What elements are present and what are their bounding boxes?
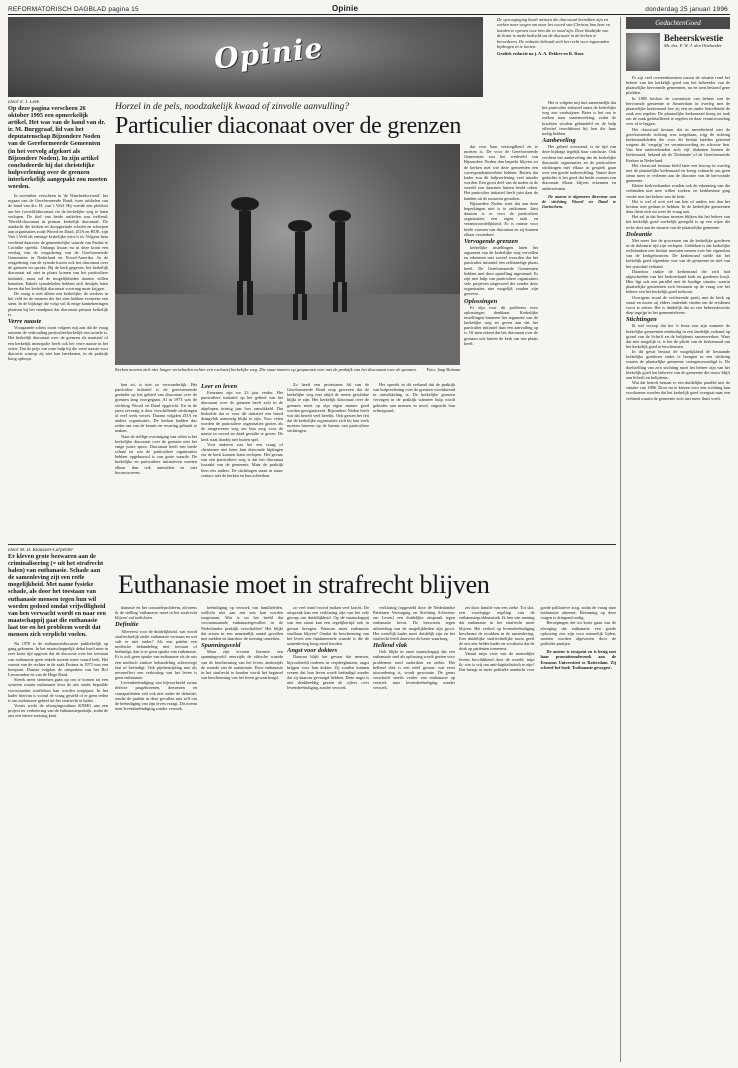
article1-paragraph: Voorgaande schets toont volgens mij aan dat de vraag omtrent de verhouding particulier/kerkelijk een actuele is. Het kerkelijk diaconaat over de grenzen als maatstaf of een kerkelijk monopolie heeft ook het verre naaste in het vizier. Dat de prijs van onze hulp bij die verre naaste voor diaconie waarop zij niet kan berekenen, in de praktijk hoog oploopt. (8, 325, 108, 361)
article2-paragraph: Beroepingen die tot korte gaan van de afweging dat euthanasie een goede oplossing zou zijn voor menselijk lijden, moeten worden afgewezen door de politieke partijen. (540, 620, 616, 647)
article1-paragraph: Het geheel overziend, is de tijd van deze bijdrage tegelijk haar conclusie. Ook verdient het aanbeveling dat de kerkelijke diaconale organisaties en de particuliere stichtingen met elkaar in gesprek gaan over een goede taakverdeling. Vanuit deze gedachte is het goed dat beide vormen van diaconaat elkaar blijven erkennen en ondersteunen. (542, 144, 616, 191)
article1-paragraph: Het spreekt in dit verband dat de praktijk van hulpverlening over de grenzen voortdurend in ontwikkeling is. De kerkelijke grenzen vervagen in de praktijk wanneer hulp wordt geboden aan mensen in nood, ongeacht hun achtergrond. (373, 382, 455, 413)
article2-title: Euthanasie moet in strafrecht blijven (118, 570, 490, 599)
article2-subheading: Angst voor dokters (287, 647, 338, 655)
article2-paragraph: Daarom blijft het gevaar dat mensen, bijvoorbeeld ouderen in verpleeghuizen, angst krijgen voor hun dokter. Zij zouden kunnen vrezen dat hun leven wordt beëindigd zonder dat zij daarom gevraagd hebben. Deze angst is niet denkbeeldig gezien de cijfers over levensbeëindiging zonder verzoek. (287, 654, 369, 691)
masthead-logo: Opinie (212, 31, 325, 76)
article1-subheading: Aanbeveling (542, 137, 576, 145)
article2-paragraph: zo veel wind vooraf maken veel kracht. De uitspraak kan een verklaring zijn van het vele geroep om duidelijkheid. Op de maatschappij van een straat kan een tegelijkertijd ook in gevaar brengen. Waarom moet euthanasie strafbaar blijven? Omdat de bescherming van het leven een fundamentele waarde is die de samenleving hoog moet houden. (287, 605, 369, 647)
sidebar-paragraph: Overigens stond de verliezende partij met de kerk op straat en moest zij elders onderdak vinden om de eredienst voort te zetten. Het is duidelijk dat zo een beheerskwestie diep ingrijpt in het gemeenteleven. (626, 294, 730, 316)
caption-box-text: De opvoeginging kwalt mensen die diaconaal betrokken zijn en zoeken naar wegen om naar het woord van Christus hun hart en handen te openen voor hen die in nood zijn. Deze bladzijde van de krant is mede bedoeld om de discussie in de kerken te bevorderen. De redactie behoudt zich het recht voor ingezonden bijdragen in te korten. (497, 17, 610, 50)
article2-paragraph: Voorts werkt de afwegingscultuur KNMG aan een project ter verbetering van de euthanasiepraktijk, zodat de arts een betere toetsing kent. (8, 703, 108, 719)
article2-paragraph: beëindiging op verzoek van familieleden, wellicht niet aan een arts kan worden toegestaan. Wat is nu het beeld dat vooraanstaande euthanasiegevallen in de Nederlandse praktijk verschaffen? Het blijkt dat artsen in een aanzienlijk aantal gevallen niet melden en daardoor de toetsing omzeilen. (201, 605, 283, 641)
article1-author: Door ir. J. Leek (8, 100, 40, 105)
sidebar-divider (620, 17, 621, 1062)
sidebar-byline: Mr. drs. F. W. J. den Ottelander (664, 43, 722, 48)
caption-box (497, 17, 611, 57)
header-date: donderdag 25 januari 1996 (645, 6, 728, 13)
article2-lead: Er kleven grote bezwaren aan de criminalisering (= uit het strafrecht halen) van euthanasie. Schade aan de samenleving zijt een reële mogelijkheid. Met name fysieke schade, als door het toestaan van euthanasie mensen tegen hun wil worden gedood omdat vrijwilligheid van hen verwacht wordt en naar een maatschappij gaat die euthanasie laat toe en het probleem wordt dat mensen zich verplicht voelen. (8, 553, 106, 639)
sidebar-title: Beheerskwestie (664, 33, 723, 43)
article2-paragraph: Vanuit mijn visie van de menselijke levens beschikkend door de wereld, mijn ik: wie is vrij om anti-kapitalistisch te zijn? Dat brengt in meer politieke aandacht voor goede palliatieve zorg, zodat de vraag naar euthanasie afneemt. Bezinning op deze vragen is dringend nodig. (459, 605, 616, 672)
article2-paragraph: verklaring (opgesteld door de Nederlandse Patiënten Vereniging en Stichting Schreeuw om Leven) een duidelijke uitspraak tegen euthanasie bevat. De bezwaren tegen uitbreiding van de mogelijkheden zijn groot. Het wettelijk kader moet duidelijk zijn en het strafrecht biedt daarvoor de beste waarborg. (373, 605, 455, 641)
sidebar-paragraph: Er zijt veel overeenkomsten tussen de situatie rond het beheer van het kerkelijk goed van het beheerder van de plaatselijke hervormde gemeenten, nu en toen bestond gene pfedden. (626, 75, 730, 96)
article2-paragraph: Nu 1970 is de euthanasiediscussie publiekelijk op gang gekomen. In het maatschappelijk debat heeft men in zeer korte tijd opgevat dat de discussie over het toestaan van euthanasie geen enkele moeite meer waard leek. Het vonnis van de rechter in de zaak Postma in 1973 was een keerpunt. Daarna volgden de uitspraken van het Hof Leeuwarden en van de Hoge Raad. (8, 641, 108, 678)
article1-paragraph: dat voor haar verzorgdheid zit te moeten is. De voor de Gereformeerde Gemeenten zou het werkveld van Bijzondere Noden dan beperkt blijven tot de kerken met wie deze gemeenten een correspondentierelatie hebben. Buiten dat kader zou dit hulpverlening veel minder worden. Een groot deel van de noden in de wereld zou daarmee buiten beeld raken. Het particulier initiatief heeft juist daar de handen uit de mouwen gestoken. (464, 144, 538, 201)
article2-subheading: Definitie (115, 621, 139, 629)
article1-author-note: De auteur is algemeen directeur van de stichting Woord en Daad te Gorinchem. (542, 193, 616, 209)
article1-photo (115, 144, 460, 365)
article2-paragraph: zet door familie van een zieke. Tot slot, een voorlopige regeling van de euthanasieproblematiek. Ik ben van mening dat euthanasie in het strafrecht moet blijven. Het verbod op levensbeëindiging beschermt de zwakken in de samenleving. Een duidelijke strafrechtelijke norm geeft de arts een helder kader en voorkomt dat de druk op patiënten toeneemt. (459, 605, 535, 652)
sidebar-paragraph: Ik stel voorop dat het 'n beste zou zijn wanneer de kerkelijke gemeenten eenduidig in een landelijk verband op grond van de Schrift en de belijdenis samenwerken. Waar dat niet mogelijk is, is het de plicht van de kerkenraad om het kerkelijk goed te beschermen. (626, 323, 730, 349)
article1-paragraph: ken zit, is niet zo verwonderlijk. Het particulier initiatief is de gereformeerde gezindte op het gebied van diaconaat over de grenzen lang voorgegaan. Al in 1973 was de stichting Woord en Daad opgericht. En in de jaren zeventig is door verschillende stichtingen al veel werk verzet. Daarna volgden ZOA en andere organisaties. De kerken hadden dus reden om van de kennis en ervaring gebruik te maken. (115, 382, 197, 434)
sidebar-paragraph: Daardoor raakte de kerkenraad die zich had afgescheiden van het kerkverband kerk en goederen kwijt. Hier ligt ook een parallel met de huidige situatie, waarin plaatselijke gemeenten zich bezinnen op de vraag wie het beheer van het kerkelijk goed toekomt. (626, 268, 730, 295)
article2-paragraph: Allereerst voor de duidelijkheid, wat wordt strafrechtelijk onder euthanasie verstaan en wat valt er niet onder? Als een patiënt een medische behandeling niet toestaat of beëindigt, dan is er geen sprake van euthanasie. Er is ook geen sprake van euthanasie als de arts een medisch zinloze behandeling achterwege laat of beëindigt. Ook pijnbestrijding met als neveneffect een verkorting van het leven is geen euthanasie. (115, 628, 197, 681)
header-rule (8, 14, 730, 15)
article1-subheading: Leer en leven (201, 383, 238, 390)
article1-paragraph: kerkelijke instellingen laten het argument van de kerkelijke weg vervallen en erkennen met zoveel woorden dat het particulier initiatief een zelfstandige plaats heeft. De Gereformeerde Gemeenten hebben met deze opstelling ingestemd. Er zijn met hulp van particuliere organisaties vele projecten uitgevoerd die zonder deze organisaties niet mogelijk zouden zijn geweest. (464, 244, 538, 297)
sidebar-paragraph: Het classicaal bestuur dat in meerderheid niet de gereformeerde richting was toegedaan, trijg de richting kerkenraadsleden die voor dit besluit hadden gestemd wegens dit 'vergrijp' ter verantwoording en schorste hen. Van hen ondertekenden zich vijf diakenen binnen de kerkenraad, bekend als de 'Doleantie' of de Gereformeerde Kerken in Nederland. (626, 126, 730, 163)
article2-paragraph: Maar zijn ervaren hiermee een spanningsveld: enerzijds de ethische waarde van de bescherming van het leven, anderzijds de waarde van de autonomie. Door euthanasie in het strafrecht te houden wordt het beginsel van bescherming van het leven gewaarborgd. (201, 649, 283, 681)
sidebar-paragraph: Met meer hoe de processen om de kerkelijke goederen in de doleantie tijd zijn verlopen. Gebleken is dat kerkelijke rechtbanken een besluit moesten nemen over het eigendom van de kerkgebouwen. De kerkenraad stelde dat het kerkelijk goed eigendom was van de gemeente en niet van het synodaal verband. (626, 237, 730, 269)
article1-paragraph: Naar de stellige overtuiging van velen is het kerkelijke diaconaat over de grenzen niet het enige juiste spoor. Diaconaat heeft een brede schaal en wat de particuliere organisaties hebben opgebouwd is van grote waarde. De kerkelijke en particuliere initiatieven moeten elkaar dan ook aanvullen en niet beconcurreren. (115, 433, 197, 475)
article1-paragraph: Het is volgens mij niet aannemelijk dat het particulier initiatief naast de kerkelijke weg zou verdwijnen. Beter is het om te zoeken naar samenwerking, zodat de krachten worden gebundeld en de hulp effectief terechtkomt bij hen die haar nodig hebben. (542, 100, 616, 136)
article1-title: Particulier diaconaat over de grenzen (115, 113, 462, 139)
article2-paragraph: Levensbeëindiging van bijvoorbeeld zwaar defecte pasgeborenen, dementen en comapatiënten valt ook niet onder de definitie, omdat de patiënt in deze gevallen niet zelf om de beëindiging van zijn leven vraagt. Dit noemt men levensbeëindiging zonder verzoek. (115, 680, 197, 711)
article2-author-note: De auteur is terapeut en is bezig met haar promotieonderzoek aan de Erasmus Universiteit te Rotterdam. Zij schreef het boek 'Euthanasie gewogen'. (540, 649, 616, 670)
sidebar-paragraph: In 1885 besloot de commissie van beheer van de hervormde gemeente te Amsterdam in overleg met de plaatselijke kerkenraad hoe zij een en ander betreffende de zaak zou regelen. De plaatselijke kerkenraad kreeg tot taak om de zaak gedetailleerd te regelen en daar verantwoording over af te leggen. (626, 95, 730, 127)
sidebar-column (626, 17, 730, 1062)
header-paper-name: REFORMATORISCH DAGBLAD pagina 15 (8, 6, 139, 13)
article1-paragraph: Eenzaam zijn we 23 jaar verder. Het particuliere initiatief op het gebied van het diaconaat over de grenzen heeft zich in de afgelopen twintig jaar fors ontwikkeld. Dat bedoelde dat er voor dit initiatief een breed draagvlak aanwezig blijkt te zijn. Voor velen worden de particuliere organisaties gezien als de aangewezen weg om hun zorg voor de naaste in woord en daad gestalte te geven. De kerk staat daarbij niet buiten spel. (201, 390, 283, 442)
article2-author: Door M. D. Klaassen-Carpenter (8, 548, 74, 553)
sidebar-heading: Doleantie (626, 230, 652, 238)
article1-paragraph: Zo heeft een protestants lid van de Gereformeerde Bond erop gewezen dat de kerkelijke weg niet altijd de meest geschikte blijkt te zijn. Het kerkelijk diaconaat over de grenzen moet op zijn eigen manier goed worden georganiseerd. Bijzondere Noden heeft wat dat betreft veel bereikt. Ook gezien het feit dat de kerkelijke organisaties zich bij hun werk moeten baseren op de kennis van particuliere stichtingen. (287, 382, 369, 434)
article1-paragraph: Er zijn voor dit probleem twee oplossingen denkbaar. Kerkelijke instellingen hanteren het argument van de kerkelijke weg en geven aan dat het particulier initiatief daar een aanvulling op is. Of men erkent dat het diaconaat over de grenzen ook buiten de kerk om een plaats heeft. (464, 304, 538, 346)
article1-paragraph: Voor anderen was het een vraag of christenen niet beter hun diaconale bijdragen via de kerk kunnen laten verlopen. Het gevaar van een particuliere weg is dat het diaconaat losraakt van de gemeente. Maar de praktijk leert iets anders. De stichtingen staan in nauw contact met de kerken en hun achterban. (201, 441, 283, 478)
header-section: Opinie (332, 4, 359, 13)
author-portrait (626, 33, 660, 71)
article1-photo-scene (115, 144, 460, 365)
article2-subheading: Hellend vlak (373, 642, 408, 650)
article1-photo-credit: Foto: Jaap Rolsma (426, 367, 460, 372)
article1-subheading: Vervagende grenzen (464, 237, 518, 245)
masthead-photo (8, 17, 483, 97)
sidebar-body (626, 75, 730, 401)
caption-box-credit: Grafiek redactie na j. A. A. Dekker en R. Roos (497, 51, 584, 57)
sidebar-header (626, 33, 730, 71)
sidebar-paragraph: Kleine kerkverbanden zouden ook de erkenning van die verbanden niet mee willen zoeken, en kerkbestuur ging verder met het beheer van de kerk. (626, 183, 730, 199)
sidebar-paragraph: In dit geval bestaat de mogelijkheid de bestaande kerkelijke goederen onder te brengen in een stichting waarin de plaatselijke gemeente vertegenwoordigd is. De doelstelling van zo'n stichting moet het beheer zijn van het kerkelijk goed ten behoeve van de gemeente die trouw blijft aan Schrift en belijdenis. (626, 349, 730, 380)
sidebar-paragraph: Wat dat betreft bestaat er een duidelijke parallel met de situatie van 1886. Door nu te kiezen voor een stichting kan voorkomen worden dat het kerkelijk goed overgaat naar een verband waarin de gemeente zich niet meer thuis voelt. (626, 380, 730, 401)
article1-paragraph: In november verscheen in 'de Waarheidsvriend', het orgaan van de Gereformeerde Bond, twee artikelen van de hand van drs. H. van 't Veld. Hij voerde een pleidooi om het (wereld)diaconaat via de kerkelijke weg te laten verlopen. De titel van beide artikelen was treffend: 'Wereld-diaconaat in primair kerkelijk diaconaat'. De aandacht die kerken en doopgezinde echoën en scherpen aan organisaties zoals Woord en Daad, ZOA en HOE, zijn Van 't Veld als ernstige kerkelijke risico's in. Volgens hem verdiend daarvoor de gemeentelijke waarde van Paulus te Corinthe spreekt. Onlangs kwam nu in deze krant een verslag van de vergadering van de Gereformeerde Gemeenten in Nederland en Noord-Amerika. In de vergadering van de synode kwam ook het diaconaat over de grenzen ter sprake. Bij de kerk gegeven, het kerkelijk diaconaat zal niet in plaats komen van het particuliere initiatief, maar zal de mogelijkheden daartoe willen benutten. Enkele synodeleden hebben zich destijds laten horen dat het kerkelijk diaconaat voorrang moet krijgen. (8, 193, 108, 291)
article1-photo-caption: Kerken moeten zich niet langer verschuilen achter een exclusief kerkelijke weg. Die staat immers op gespannen voet met de praktijk van het diaconaat over de grenzen. (115, 367, 417, 372)
sidebar-paragraph: Het classicaal bestuur hield later een beroep in overleg met de plaatselijke kerkenraad en kreeg volmacht om geen steun meer te verlenen aan de diaconie van de hervormde gemeente. (626, 162, 730, 184)
article1-paragraph: De vraag is niet alleen een kerkelijke; de werkers in het veld en de mensen die het zien hebben eveneens een stem. In de bijdrage die volgt wil ik enige kanttekeningen plaatsen bij het standpunt dat diaconaat primair kerkelijk is. (8, 291, 108, 317)
sidebar-paragraph: Het is wel ol ooit wel om hen of anders iets dan het bestuur niet gedaan te hebben. In de kerkelijke gemeenten daar dient zich nu weer de vraag aan. (626, 198, 730, 215)
article1-lead: Op deze pagina verscheen 26 oktober 1995 een opmerkelijk artikel. Het was van de hand van dr. ir. M. Burggraaf, lid van het deputatenschap Bijzondere Noden van de Gereformeerde Gemeenten (in het vervolg afgekort als Bijzondere Noden). In zijn artikel concludeerde hij dat christelijke hulpverlening over de grenzen interkerkelijk aangepakt zou moeten worden. (8, 105, 108, 191)
article2-paragraph: Steeds meer stemmen gaan op om te komen tot een systeem waarin euthanasie door de arts onder bepaalde voorwaarden straffeloos kan worden toegepast. In het kader hiervan is vooral de vraag gesteld of er geen reden is om euthanasie geheel uit het strafrecht te halen. (8, 677, 108, 703)
article1-subheading: Verre naaste (8, 317, 42, 325)
article1-subheading: Oplossingen (464, 297, 498, 305)
article1-subtitle: Horzel in de pels, noodzakelijk kwaad of zinvolle aanvulling? (115, 102, 350, 112)
sidebar-banner: GedachtenGoed (626, 17, 730, 29)
article-divider (8, 544, 616, 545)
article2-paragraph: Ook blijkt in onze maatschappij dat een euthanasie snel als oplossing wordt gezien voor problemen rond ouderdom en ziekte. Het hellend vlak is een reëel gevaar: wat eerst uitzondering is, wordt gewoonte. De grens verschuift steeds verder van euthanasie op verzoek naar levensbeëindiging zonder verzoek. (373, 649, 455, 691)
sidebar-paragraph: Het zal in dat bestuur moeten blijken dat het beheer van het kerkelijk goed werkelijk geregeld is op een wijze die recht doet aan de situatie van de plaatselijke gemeente. (626, 214, 730, 230)
sidebar-heading: Stichtingen (626, 316, 657, 324)
article1-paragraph: Bijzondere Noden weet dat aan deze beperkingen niet is te ontkomen. Juist daarom is er voor de particuliere organisaties een eigen taak en verantwoordelijkheid. Er is ruimte voor beide vormen van diaconaat en zij kunnen elkaar versterken. (464, 200, 538, 237)
article2-left-column (8, 548, 108, 1060)
article2-paragraph: thanasie en het comateleprobleem, alvorens ik de stelling 'euthanasie moet in het strafrecht blijven' zal toelichten. (115, 605, 197, 621)
article1-left-column (8, 100, 108, 540)
article2-subheading: Spanningsveld (201, 642, 241, 650)
